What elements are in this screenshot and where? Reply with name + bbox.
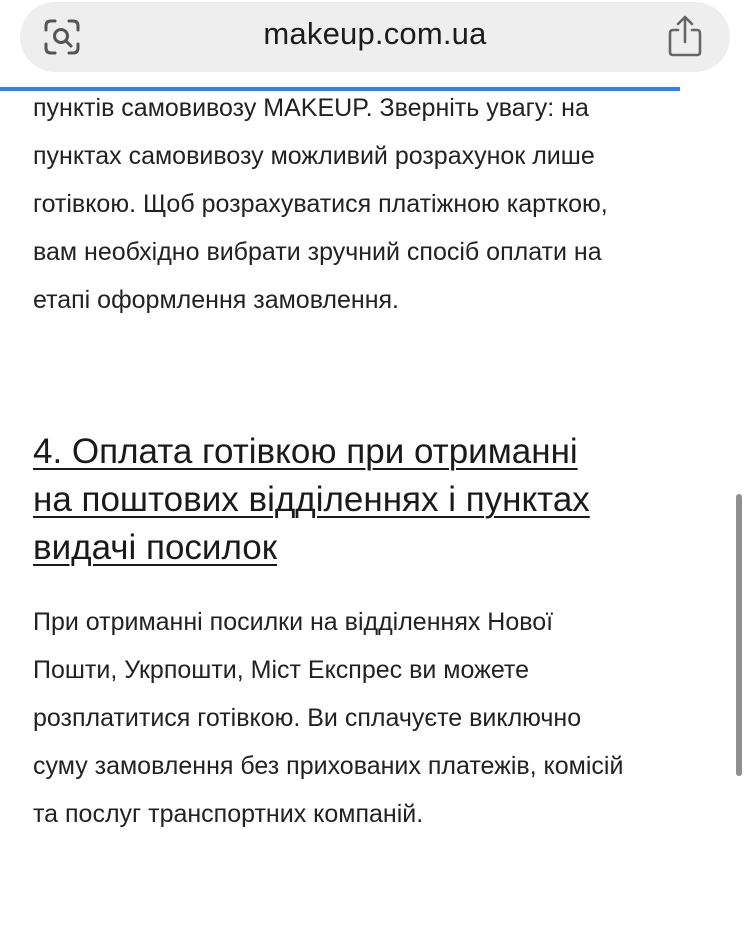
paragraph-line: етапі оформлення замовлення. xyxy=(33,286,399,314)
paragraph-line: готівкою. Щоб розрахуватися платіжною карткою, xyxy=(33,190,608,218)
heading-line[interactable]: видачі посилок xyxy=(33,528,278,567)
address-bar[interactable] xyxy=(20,2,730,72)
share-icon[interactable] xyxy=(666,14,704,58)
page-load-progress xyxy=(0,87,680,91)
section-heading-link[interactable] xyxy=(33,428,733,572)
paragraph-line: вам необхідно вибрати зручний спосіб оплати на xyxy=(33,238,602,266)
heading-line[interactable]: на поштових відділеннях і пунктах xyxy=(33,480,590,519)
url-text[interactable]: makeup.com.ua xyxy=(263,16,487,51)
paragraph-line: розплатитися готівкою. Ви сплачуєте виключно xyxy=(33,704,582,732)
paragraph-pickup-payment xyxy=(33,84,723,324)
paragraph-line: пунктах самовивозу можливий розрахунок лише xyxy=(33,142,595,170)
scrollbar[interactable] xyxy=(736,494,742,776)
paragraph-line: та послуг транспортних компаній. xyxy=(33,800,424,828)
paragraph-line: суму замовлення без прихованих платежів, комісій xyxy=(33,752,624,780)
paragraph-cash-on-delivery xyxy=(33,598,723,838)
paragraph-line: При отриманні посилки на відділеннях Нової xyxy=(33,608,554,636)
browser-toolbar xyxy=(0,0,750,88)
paragraph-line: Пошти, Укрпошти, Міст Експрес ви можете xyxy=(33,656,529,684)
heading-line[interactable]: 4. Оплата готівкою при отриманні xyxy=(33,432,578,471)
paragraph-line: пунктів самовивозу MAKEUP. Зверніть увагу: на xyxy=(33,94,589,122)
